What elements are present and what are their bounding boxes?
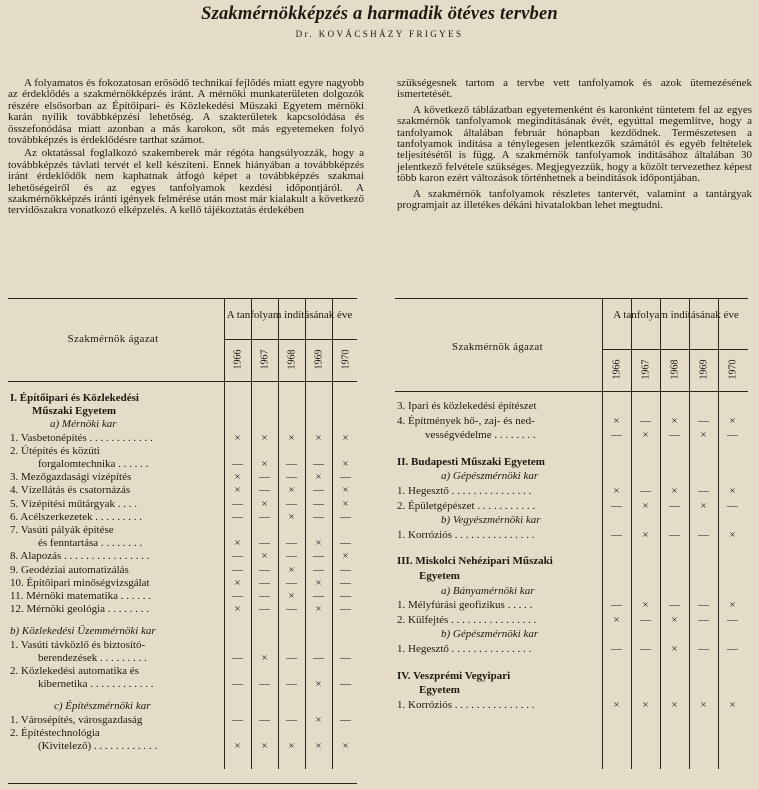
- row-label: b) Vegyészmérnöki kar: [441, 514, 541, 527]
- row-label: II. Budapesti Műszaki Egyetem: [397, 455, 545, 468]
- header-rule: [395, 391, 748, 392]
- start-mark: ×: [315, 431, 322, 444]
- no-start-mark: —: [611, 599, 622, 612]
- row-label: kibernetika . . . . . . . . . . . .: [38, 678, 154, 691]
- no-start-mark: —: [232, 678, 243, 691]
- paragraph: A folyamatos és fokozatosan erősödő technikai fejlődés miatt egyre nagyobb az érdeklődés a szakmérnökképzés iránt. A mérnöki munkaterületen dolgozók részére elsősorban az Építőipari- és Közlekedési Műszaki Egyetem mérnöki karán nyílik továbbképzési lehetőség. A szakterületek kapcsolódása és összefonódása miatt azonban a más karokon, sőt más egyetemeken folyó továbbképzés is érdeklődésre tarthat számot.: [8, 77, 364, 147]
- no-start-mark: —: [698, 528, 709, 541]
- no-start-mark: —: [340, 590, 351, 602]
- row-label: 1. Hegesztő . . . . . . . . . . . . . . .: [397, 643, 532, 655]
- no-start-mark: —: [640, 414, 651, 427]
- start-mark: ×: [613, 698, 620, 711]
- no-start-mark: —: [611, 528, 622, 541]
- row-label: 11. Mérnöki matematika . . . . . .: [10, 590, 152, 602]
- row-label: b) Közlekedési Üzemmérnöki kar: [10, 625, 156, 638]
- row-label: és fenntartása . . . . . . . .: [38, 537, 143, 550]
- start-mark: ×: [234, 576, 241, 589]
- start-mark: ×: [342, 484, 349, 497]
- paragraph: Az oktatással foglalkozó szakemberek már régóta hangsúlyozzák, hogy a továbbképzés távlati tervét el kell készíteni. Ennek hiányában a továbbképzés iránt érdeklődők nem kaphatnak átfogó képet a továbbképzés szakmai lehetőségeiről és az egyes tanfolyamok kezdési időpontjáról. A szakmérnökképzés iránti igények felmérése után most már kialakult a következő tervidőszakra vonatkozó elképzelés. A kellő tájékoztatás érdekében: [8, 147, 364, 217]
- no-start-mark: —: [340, 678, 351, 691]
- year-header: 1967: [640, 359, 651, 380]
- row-label: Műszaki Egyetem: [32, 405, 117, 418]
- no-start-mark: —: [286, 576, 297, 589]
- row-label: 10. Építőipari minőségvizsgálat: [10, 576, 150, 589]
- start-mark: ×: [315, 678, 322, 691]
- no-start-mark: —: [259, 510, 270, 523]
- bottom-rule: [8, 783, 357, 784]
- start-mark: ×: [671, 613, 678, 626]
- start-mark: ×: [671, 698, 678, 711]
- row-label: a) Mérnöki kar: [50, 418, 117, 431]
- schedule-table-left: [8, 298, 357, 768]
- row-label: forgalomtechnika . . . . . .: [38, 458, 149, 470]
- start-mark: ×: [234, 740, 241, 752]
- no-start-mark: —: [611, 499, 622, 512]
- no-start-mark: —: [640, 643, 651, 655]
- no-start-mark: —: [313, 563, 324, 576]
- branch-header: Szakmérnök ágazat: [452, 341, 543, 353]
- no-start-mark: —: [698, 643, 709, 655]
- no-start-mark: —: [232, 510, 243, 523]
- branch-header: Szakmérnök ágazat: [67, 333, 159, 345]
- paragraph: A szakmérnök tanfolyamok részletes tantervét, valamint a tantárgyak programjait az illetékes dékáni hivatalokban lehet megtudni.: [397, 187, 752, 212]
- start-mark: ×: [261, 740, 268, 752]
- row-label: I. Építőipari és Közlekedési: [10, 392, 139, 404]
- start-mark: ×: [642, 599, 649, 612]
- no-start-mark: —: [259, 484, 270, 497]
- row-label: 1. Vasúti távközlő és biztosító-: [10, 638, 146, 651]
- start-mark: ×: [315, 603, 322, 616]
- year-group-header: A tanfolyam indításának éve: [613, 309, 739, 321]
- header-rule: [8, 381, 357, 382]
- start-mark: ×: [729, 528, 736, 541]
- year-header: 1967: [259, 349, 270, 370]
- no-start-mark: —: [313, 550, 324, 563]
- row-label: 1. Mélyfúrási geofizikus . . . . .: [397, 599, 533, 612]
- schedule-table-right: [395, 298, 748, 768]
- start-mark: ×: [261, 651, 268, 664]
- start-mark: ×: [700, 499, 707, 512]
- row-label: 4. Vízellátás és csatornázás: [10, 484, 131, 497]
- row-label: 9. Geodéziai automatizálás: [10, 563, 129, 576]
- no-start-mark: —: [259, 576, 270, 589]
- row-label: 4. Építmények hő-, zaj- és ned-: [397, 414, 535, 427]
- no-start-mark: —: [286, 458, 297, 470]
- start-mark: ×: [613, 414, 620, 427]
- no-start-mark: —: [232, 497, 243, 510]
- no-start-mark: —: [286, 713, 297, 726]
- row-label: berendezések . . . . . . . . .: [38, 651, 147, 664]
- no-start-mark: —: [340, 713, 351, 726]
- no-start-mark: —: [259, 678, 270, 691]
- year-header: 1966: [232, 349, 243, 370]
- start-mark: ×: [342, 431, 349, 444]
- row-label: 2. Útépítés és közúti: [10, 444, 100, 457]
- no-start-mark: —: [727, 613, 738, 626]
- text-column-left: [8, 78, 364, 219]
- no-start-mark: —: [611, 643, 622, 655]
- year-header: 1966: [611, 359, 622, 380]
- start-mark: ×: [315, 471, 322, 484]
- no-start-mark: —: [340, 537, 351, 550]
- start-mark: ×: [315, 576, 322, 589]
- text-column-right: [397, 78, 752, 213]
- no-start-mark: —: [698, 414, 709, 427]
- row-label: 3. Mezőgazdasági vízépítés: [10, 471, 132, 484]
- row-label: a) Gépészmérnöki kar: [441, 470, 539, 483]
- row-label: 1. Városépítés, városgazdaság: [10, 713, 143, 726]
- row-label: (Kivitelező) . . . . . . . . . . . .: [38, 740, 158, 752]
- article-title: Szakmérnökképzés a harmadik ötéves tervben: [201, 4, 558, 24]
- start-mark: ×: [288, 590, 295, 602]
- no-start-mark: —: [698, 485, 709, 497]
- no-start-mark: —: [286, 651, 297, 664]
- start-mark: ×: [729, 698, 736, 711]
- start-mark: ×: [642, 528, 649, 541]
- start-mark: ×: [234, 603, 241, 616]
- no-start-mark: —: [286, 550, 297, 563]
- paragraph: szükségesnek tartom a tervbe vett tanfolyamok és azok ütemezésének ismertetését.: [397, 77, 752, 101]
- row-label: IV. Veszprémi Vegyipari: [397, 669, 511, 682]
- row-label: III. Miskolci Nehézipari Műszaki: [397, 555, 553, 568]
- start-mark: ×: [261, 458, 268, 470]
- row-label: 1. Korróziós . . . . . . . . . . . . . . .: [397, 528, 535, 541]
- start-mark: ×: [700, 698, 707, 711]
- start-mark: ×: [288, 740, 295, 752]
- no-start-mark: —: [232, 713, 243, 726]
- no-start-mark: —: [259, 590, 270, 602]
- start-mark: ×: [700, 429, 707, 442]
- row-label: c) Építészmérnöki kar: [54, 700, 151, 713]
- no-start-mark: —: [727, 499, 738, 512]
- no-start-mark: —: [727, 429, 738, 442]
- start-mark: ×: [261, 431, 268, 444]
- start-mark: ×: [234, 431, 241, 444]
- start-mark: ×: [342, 497, 349, 510]
- no-start-mark: —: [286, 678, 297, 691]
- no-start-mark: —: [640, 485, 651, 497]
- no-start-mark: —: [340, 510, 351, 523]
- no-start-mark: —: [313, 484, 324, 497]
- start-mark: ×: [642, 499, 649, 512]
- no-start-mark: —: [340, 471, 351, 484]
- column-rule: [278, 299, 279, 769]
- no-start-mark: —: [313, 651, 324, 664]
- year-header: 1970: [727, 359, 738, 380]
- start-mark: ×: [729, 414, 736, 427]
- row-label: 1. Korróziós . . . . . . . . . . . . . . .: [397, 698, 535, 711]
- row-label: 7. Vasúti pályák építése: [10, 524, 114, 536]
- no-start-mark: —: [313, 458, 324, 470]
- start-mark: ×: [729, 485, 736, 497]
- no-start-mark: —: [259, 471, 270, 484]
- no-start-mark: —: [259, 563, 270, 576]
- start-mark: ×: [234, 537, 241, 550]
- start-mark: ×: [342, 458, 349, 470]
- start-mark: ×: [315, 740, 322, 752]
- no-start-mark: —: [313, 590, 324, 602]
- no-start-mark: —: [340, 576, 351, 589]
- no-start-mark: —: [340, 651, 351, 664]
- start-mark: ×: [234, 471, 241, 484]
- no-start-mark: —: [286, 497, 297, 510]
- no-start-mark: —: [232, 590, 243, 602]
- no-start-mark: —: [313, 510, 324, 523]
- no-start-mark: —: [232, 458, 243, 470]
- row-label: 2. Külfejtés . . . . . . . . . . . . . . . .: [397, 613, 537, 626]
- year-header: 1970: [340, 349, 351, 370]
- row-label: 1. Hegesztő . . . . . . . . . . . . . . .: [397, 485, 532, 497]
- row-label: 2. Közlekedési automatika és: [10, 665, 139, 677]
- article-author: Dr. KOVÁCSHÁZY FRIGYES: [295, 29, 464, 39]
- row-label: 2. Épületgépészet . . . . . . . . . . .: [397, 499, 536, 512]
- start-mark: ×: [261, 497, 268, 510]
- no-start-mark: —: [727, 643, 738, 655]
- paragraph: A következő táblázatban egyetemenként és karonként tüntetem fel az egyes szakmérnök tanfolyamok megindításának évét, egyúttal megemlítve, hogy a tanfolyamok általában február hónapban kezdődnek. Természetesen a tanfolyamok indítása a ténylegesen jelentkezők számától és egyéb feltételek teljesítésétől is függ. A szakmérnök tanfolyamok indításához általában 30 jelentkező felvétele szükséges. Megjegyezzük, hogy a közölt tervezethez képest több karon ezért változások történhetnek a beindítások időpontjában.: [397, 103, 752, 185]
- row-label: vességvédelme . . . . . . . .: [425, 429, 536, 442]
- no-start-mark: —: [259, 603, 270, 616]
- row-label: 3. Ipari és közlekedési építészet: [397, 400, 537, 412]
- no-start-mark: —: [232, 563, 243, 576]
- start-mark: ×: [613, 485, 620, 497]
- no-start-mark: —: [286, 537, 297, 550]
- no-start-mark: —: [232, 550, 243, 563]
- start-mark: ×: [342, 550, 349, 563]
- start-mark: ×: [315, 537, 322, 550]
- start-mark: ×: [671, 414, 678, 427]
- start-mark: ×: [288, 510, 295, 523]
- no-start-mark: —: [698, 599, 709, 612]
- row-label: 1. Vasbetonépítés . . . . . . . . . . . .: [10, 431, 153, 444]
- start-mark: ×: [342, 740, 349, 752]
- no-start-mark: —: [286, 471, 297, 484]
- no-start-mark: —: [669, 499, 680, 512]
- row-label: 6. Acélszerkezetek . . . . . . . . .: [10, 510, 142, 523]
- no-start-mark: —: [259, 713, 270, 726]
- year-group-header: A tanfolyam indításának éve: [226, 309, 353, 321]
- no-start-mark: —: [698, 613, 709, 626]
- column-rule: [251, 299, 252, 769]
- start-mark: ×: [613, 613, 620, 626]
- column-rule: [305, 299, 306, 769]
- row-label: b) Gépészmérnöki kar: [441, 628, 539, 641]
- no-start-mark: —: [232, 651, 243, 664]
- start-mark: ×: [234, 484, 241, 497]
- start-mark: ×: [642, 698, 649, 711]
- column-rule: [332, 299, 333, 769]
- row-label: 2. Építéstechnológia: [10, 726, 100, 739]
- row-label: Egyetem: [419, 570, 460, 582]
- row-label: 12. Mérnöki geológia . . . . . . . .: [10, 603, 150, 616]
- year-header: 1968: [669, 359, 680, 380]
- year-header: 1969: [698, 359, 709, 380]
- start-mark: ×: [642, 429, 649, 442]
- start-mark: ×: [729, 599, 736, 612]
- no-start-mark: —: [313, 497, 324, 510]
- row-label: 5. Vízépítési műtárgyak . . . .: [10, 497, 137, 510]
- no-start-mark: —: [640, 613, 651, 626]
- start-mark: ×: [671, 643, 678, 655]
- row-label: a) Bányamérnöki kar: [441, 584, 535, 597]
- column-rule: [224, 299, 225, 769]
- row-label: Egyetem: [419, 684, 460, 697]
- start-mark: ×: [288, 431, 295, 444]
- year-header: 1969: [313, 349, 324, 370]
- no-start-mark: —: [286, 603, 297, 616]
- start-mark: ×: [288, 563, 295, 576]
- start-mark: ×: [671, 485, 678, 497]
- no-start-mark: —: [669, 528, 680, 541]
- no-start-mark: —: [669, 429, 680, 442]
- no-start-mark: —: [611, 429, 622, 442]
- year-header: 1968: [286, 349, 297, 370]
- no-start-mark: —: [669, 599, 680, 612]
- no-start-mark: —: [340, 563, 351, 576]
- start-mark: ×: [288, 484, 295, 497]
- no-start-mark: —: [259, 537, 270, 550]
- start-mark: ×: [315, 713, 322, 726]
- row-label: 8. Alapozás . . . . . . . . . . . . . . . .: [10, 550, 150, 563]
- start-mark: ×: [261, 550, 268, 563]
- no-start-mark: —: [340, 603, 351, 616]
